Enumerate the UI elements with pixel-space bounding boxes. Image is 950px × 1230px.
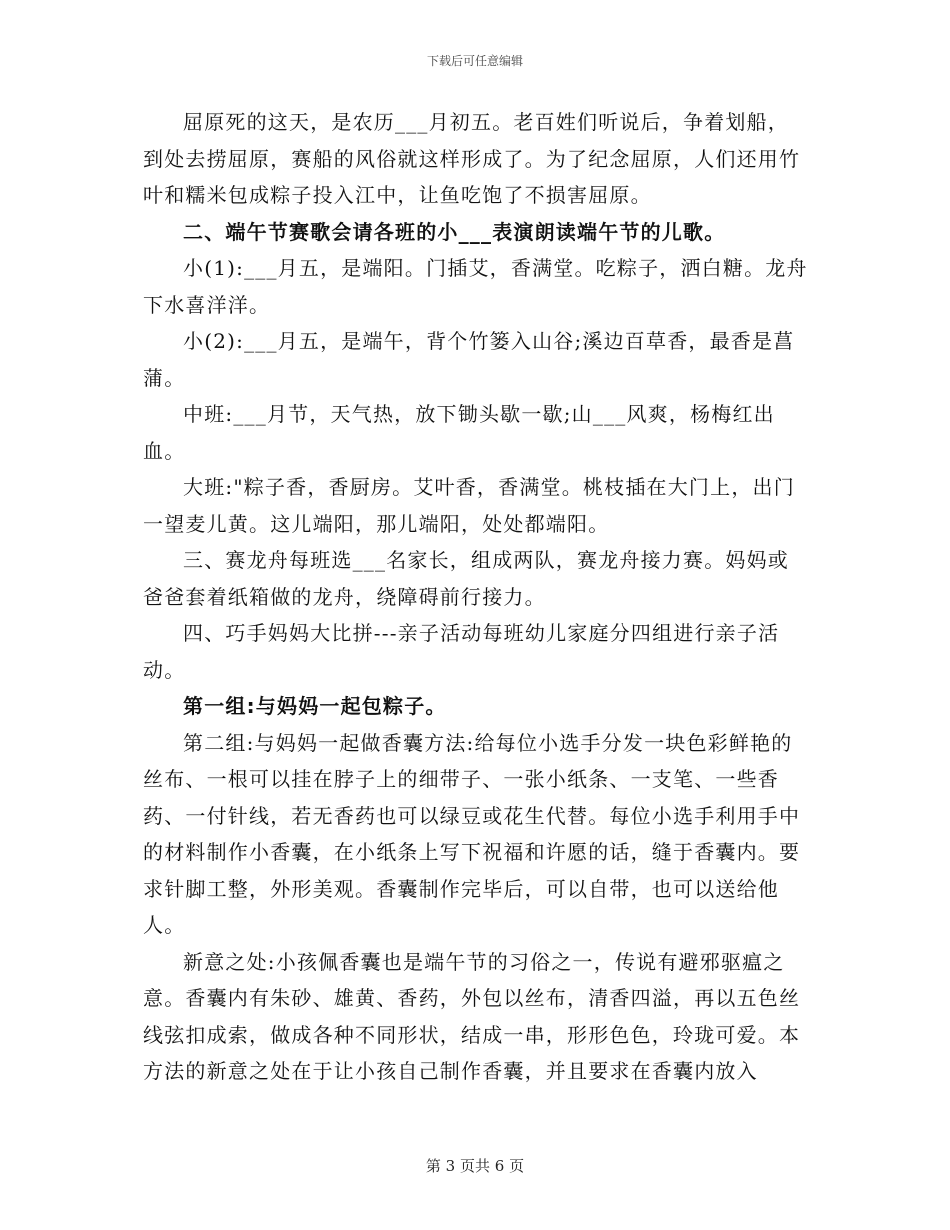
paragraph-novelty: 新意之处:小孩佩香囊也是端午节的习俗之一，传说有避邪驱瘟之意。香囊内有朱砂、雄黄、香药，外包以丝布，清香四溢，再以五色丝线弦扣成索，做成各种不同形状，结成一串，形形色色，玲珑可爱。本方法的新意之处在于让小孩自己制作香囊，并且要求在香囊内放入 bbox=[143, 949, 801, 1083]
page-header: 下载后可任意编辑 bbox=[426, 54, 523, 68]
paragraph-mom-contest: 四、巧手妈妈大比拼---亲子活动每班幼儿家庭分四组进行亲子活动。 bbox=[143, 621, 780, 682]
paragraph-class-large: 大班:"粽子香，香厨房。艾叶香，香满堂。桃枝插在大门上，出门一望麦儿黄。这儿端阳，那儿端阳，处处都端阳。 bbox=[143, 475, 795, 536]
group-one-heading: 第一组:与妈妈一起包粽子。 bbox=[183, 694, 447, 718]
paragraph-dragon-boat: 三、赛龙舟每班选___名家长，组成两队，赛龙舟接力赛。妈妈或爸爸套着纸箱做的龙舟，绕障碍前行接力。 bbox=[143, 548, 789, 609]
paragraph-group-two: 第二组:与妈妈一起做香囊方法:给每位小选手分发一块色彩鲜艳的丝布、一根可以挂在脖子上的细带子、一张小纸条、一支笔、一些香药、一付针线，若无香药也可以绿豆或花生代替。每位小选手利用手中的材料制作小香囊，在小纸条上写下祝福和许愿的话，缝于香囊内。要求针脚工整，外形美观。香囊制作完毕后，可以自带，也可以送给他人。 bbox=[143, 730, 801, 937]
paragraph-class-middle: 中班:___月节，天气热，放下锄头歇一歇;山___风爽，杨梅红出血。 bbox=[143, 402, 775, 463]
page-footer: 第 3 页共 6 页 bbox=[425, 1157, 525, 1175]
paragraph-qu-yuan: 屈原死的这天，是农历___月初五。老百姓们听说后，争着划船，到处去捞屈原，赛船的风俗就这样形成了。为了纪念屈原，人们还用竹叶和糯米包成粽子投入江中，让鱼吃饱了不损害屈原。 bbox=[143, 110, 801, 207]
section-heading-song-festival: 二、端午节赛歌会请各班的小___表演朗读端午节的儿歌。 bbox=[183, 219, 726, 244]
paragraph-class-small-1: 小(1):___月五，是端阳。门插艾，香满堂。吃粽子，洒白糖。龙舟下水喜洋洋。 bbox=[143, 256, 808, 317]
paragraph-class-small-2: 小(2):___月五，是端午，背个竹篓入山谷;溪边百草香，最香是菖蒲。 bbox=[143, 329, 795, 390]
document-body bbox=[143, 104, 808, 1090]
